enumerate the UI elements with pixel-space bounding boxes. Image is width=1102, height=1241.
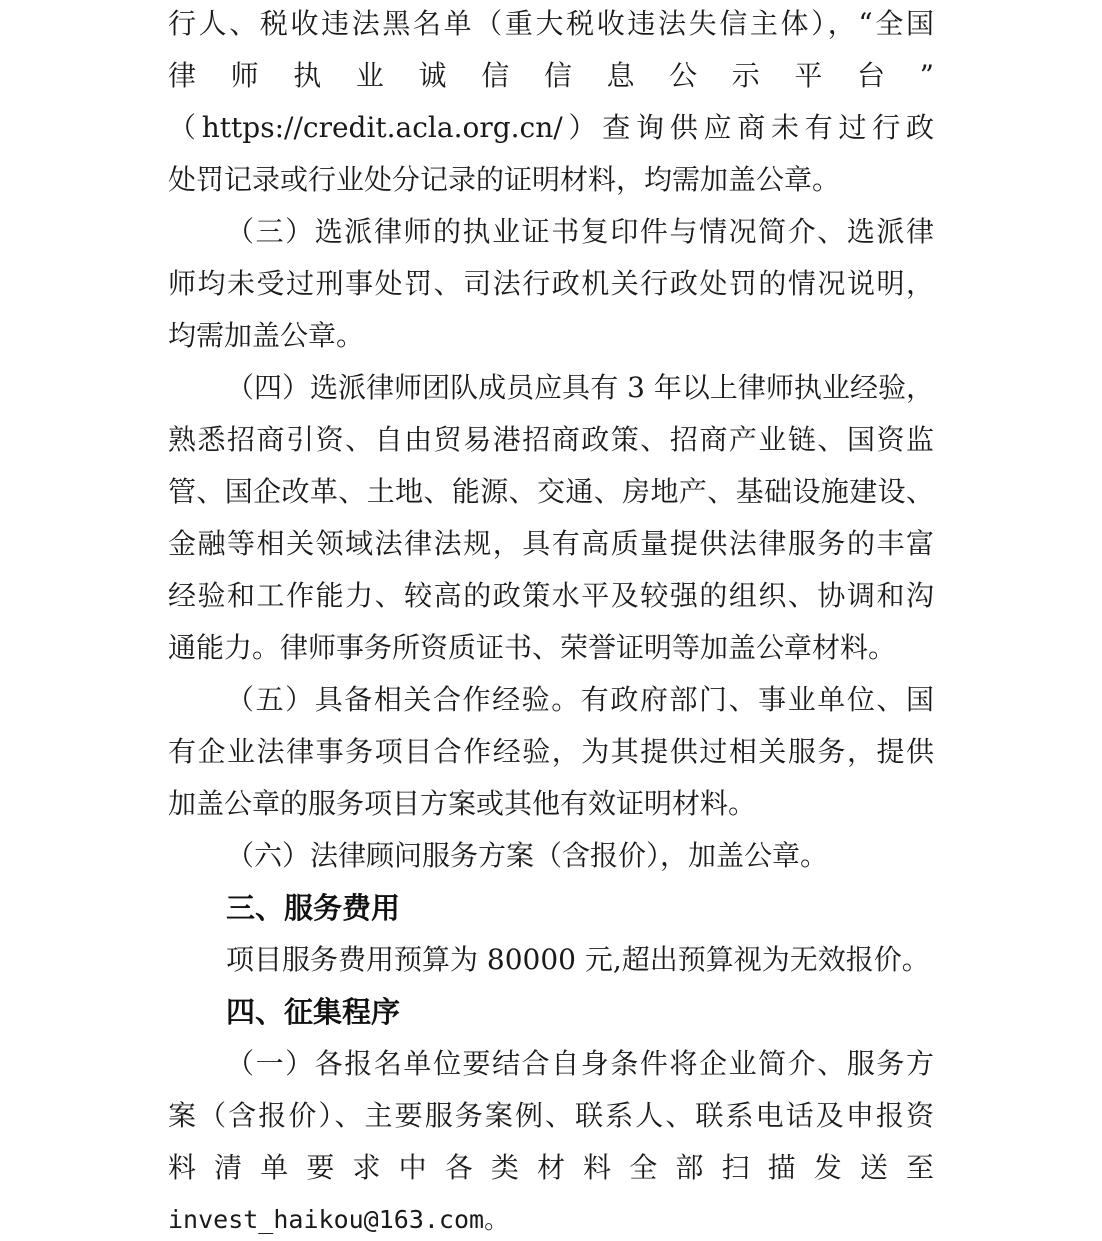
text-line-15: 有企业法律事务项目合作经验，为其提供过相关服务，提供 — [168, 735, 934, 768]
text-line-12: 经验和工作能力、较高的政策水平及较强的组织、协调和沟 — [168, 579, 934, 612]
text-line-6: 师均未受过刑事处罚、司法行政机关行政处罚的情况说明， — [168, 267, 934, 300]
section-heading-service-fee: 三、服务费用 — [226, 891, 401, 925]
section-heading-procedure: 四、征集程序 — [226, 995, 401, 1029]
text-line-9: 熟悉招商引资、自由贸易港招商政策、招商产业链、国资监 — [168, 423, 934, 456]
paragraph-procedure-1-start: （一）各报名单位要结合自身条件将企业简介、服务方 — [226, 1047, 934, 1080]
text-line-7: 均需加盖公章。 — [168, 319, 365, 352]
text-line-2: 律师执业诚信信息公示平台” — [168, 59, 934, 92]
paragraph-item-6: （六）法律顾问服务方案（含报价），加盖公章。 — [226, 839, 829, 872]
text-line-13: 通能力。律师事务所资质证书、荣誉证明等加盖公章材料。 — [168, 631, 897, 664]
text-line-11: 金融等相关领域法律法规，具有高质量提供法律服务的丰富 — [168, 527, 934, 560]
text-line-1: 行人、税收违法黑名单（重大税收违法失信主体），“全国 — [168, 7, 934, 40]
email-line: invest_haikou@163.com。 — [168, 1205, 510, 1234]
text-line-20: 案（含报价）、主要服务案例、联系人、联系电话及申报资 — [168, 1099, 934, 1132]
paragraph-item-5-start: （五）具备相关合作经验。有政府部门、事业单位、国 — [226, 683, 934, 716]
text-line-url: （https://credit.acla.org.cn/）查询供应商未有过行政 — [168, 111, 934, 144]
text-line-16: 加盖公章的服务项目方案或其他有效证明材料。 — [168, 787, 757, 820]
paragraph-item-4-start: （四）选派律师团队成员应具有 3 年以上律师执业经验， — [226, 371, 934, 404]
text-line-4: 处罚记录或行业处分记录的证明材料，均需加盖公章。 — [168, 163, 841, 196]
text-line-21: 料清单要求中各类材料全部扫描发送至 — [168, 1151, 934, 1184]
paragraph-item-3-start: （三）选派律师的执业证书复印件与情况简介、选派律 — [226, 215, 934, 248]
text-line-10: 管、国企改革、土地、能源、交通、房地产、基础设施建设、 — [168, 475, 934, 508]
budget-paragraph: 项目服务费用预算为 80000 元,超出预算视为无效报价。 — [226, 943, 930, 976]
